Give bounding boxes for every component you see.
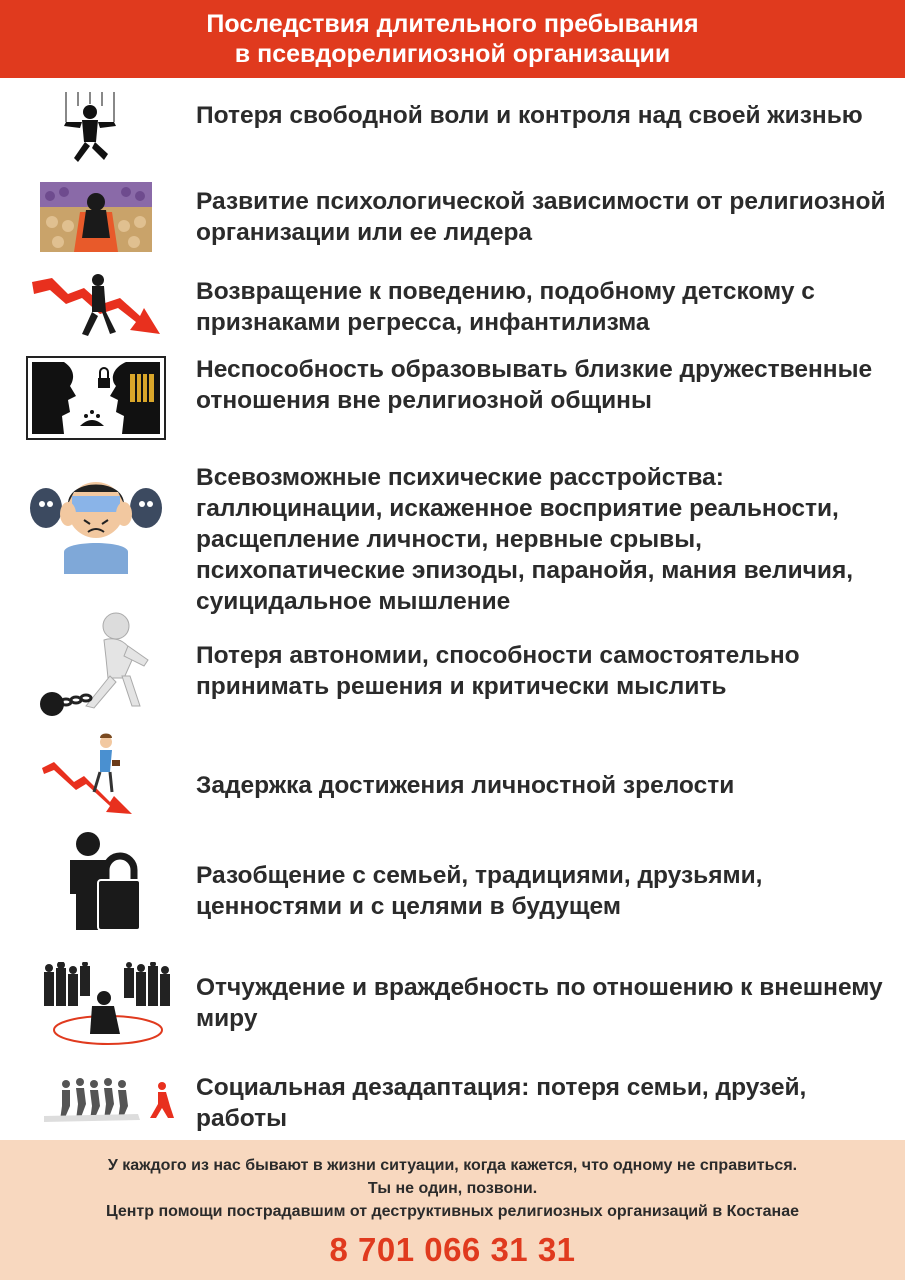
footer-line1: У каждого из нас бывают в жизни ситуации, когда кажется, что одному не справиться. [107,1157,798,1174]
footer-line2: Ты не один, позвони. [367,1180,538,1197]
item-text: Социальная дезадаптация: потеря семьи, друзей, работы [196,1074,807,1132]
item-text: Всевозможные психические расстройства: галлюцинации, искаженное восприятие реальности, расщепление личности, нервные срывы, психопатические эпизоды, паранойя, мания величия, суицидальное мышление [196,464,854,615]
item-text: Разобщение с семьей, традициями, друзьями, ценностями и с целями в будущем [196,862,763,920]
header-title-line2: в псевдорелигиозной организации [234,40,671,68]
list-item [0,90,905,170]
regression-arrow-icon [32,268,164,340]
person-padlock-icon [66,830,140,932]
item-text: Отчуждение и враждебность по отношению к внешнему миру [196,974,883,1032]
falling-graph-icon [40,732,140,818]
locked-mind-icon [26,356,166,440]
hotline-phone[interactable]: 8 701 066 31 31 [329,1231,576,1268]
footer-line3: Центр помощи пострадавшим от деструктивных религиозных организаций в Костанае [105,1203,800,1220]
item-text: Задержка достижения личностной зрелости [196,772,735,799]
item-text: Возвращение к поведению, подобному детскому с признаками регресса, инфантилизма [196,278,815,336]
help-footer [0,1140,905,1280]
leader-crowd-icon [40,182,152,252]
list-item [0,730,905,830]
list-item [0,958,905,1058]
puppet-icon [52,92,128,168]
walking-away-icon [42,1076,178,1126]
ball-and-chain-icon [36,612,156,718]
list-item [0,352,905,452]
header-title-line1: Последствия длительного пребывания [206,10,699,38]
item-text: Развитие психологической зависимости от религиозной организации или ее лидера [196,188,886,246]
list-item [0,266,905,346]
list-item [0,178,905,258]
list-item [0,1066,905,1140]
list-item [0,460,905,620]
page-header [0,0,905,78]
item-text: Потеря свободной воли и контроля над своей жизнью [196,102,863,129]
item-text: Неспособность образовывать близкие дружественные отношения вне религиозной общины [196,356,873,414]
isolated-person-icon [42,962,172,1050]
item-text: Потеря автономии, способности самостоятельно принимать решения и критически мыслить [196,642,800,700]
list-item [0,830,905,940]
distressed-person-icon [28,470,164,574]
list-item [0,612,905,722]
